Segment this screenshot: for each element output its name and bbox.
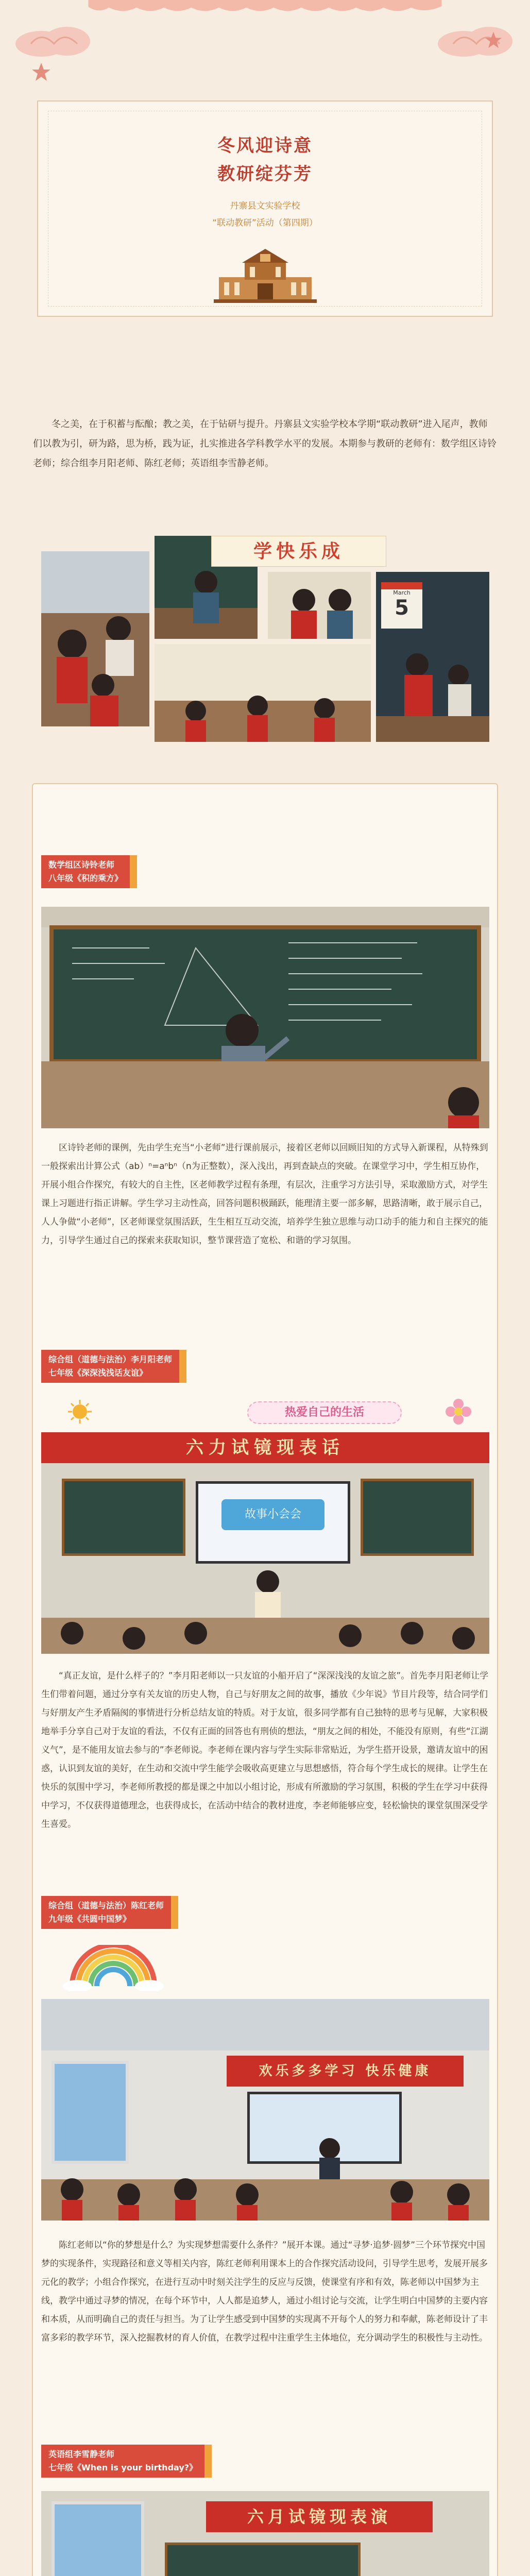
- section-2-banner: 热爱自己的生活: [247, 1401, 402, 1424]
- cloud-right-icon: [417, 21, 520, 62]
- classroom-photo-3: [155, 644, 371, 742]
- school-name: 丹寨县文实验学校: [230, 201, 300, 211]
- calendar-month: March: [393, 589, 411, 596]
- section-2-board-title: 六力试镜现表话: [41, 1432, 489, 1463]
- cloud-left-icon: [10, 21, 113, 62]
- section-3-tag: [41, 1896, 171, 1929]
- classroom-photo-5: [376, 572, 489, 742]
- header: [0, 0, 530, 361]
- blackboard-left: [62, 1479, 185, 1556]
- section-4-board-title: 六月试镜现表演: [206, 2501, 433, 2532]
- section-1-teacher: 数学组区诗铃老师: [48, 860, 115, 870]
- section-4-teacher: 英语组李雪静老师: [48, 2449, 115, 2459]
- section-4-photo: [41, 2491, 489, 2576]
- ceiling: [41, 1999, 489, 2050]
- slide-title: 故事小会会: [221, 1499, 324, 1530]
- section-3-text: 陈红老师以“你的梦想是什么？为实现梦想需要什么条件？”展开本课。通过“寻梦·追梦·圆梦”三个环节探究中国梦的实现条件，实现路径和意义等相关内容，陈红老师利用课本上的合作探究活动设问，引导学生思考，发展开展多元化的教学；小组合作探究，在进行互动中时刻关注学生的反应与反馈，使课堂有序和有效，陈老师以中国梦为主线，教学中通过寻梦的情况，在每个环节中，人人都是追梦人，通过小组讨论与交流，让学生明白中国梦的主要内容和本质，从而明确自己的责任与担当。为了让学生感受到中国梦的实现离不开每个人的努力和奉献，陈老师设计了丰富多彩的教学环节，深入挖掘教材的育人价值，在教学过程中注重学生主体地位，充分调动学生的积极性与主动性。: [41, 2240, 488, 2343]
- intro-paragraph: 冬之美，在于积蓄与酝酿；教之美，在于钻研与提升。丹寨县文实验学校本学期“联动教研”进入尾声，教师们以教为引，研为路，思为桥，践为证，扎实推进各学科教学水平的发展。本期参与教研的老师有：数学组区诗铃老师；综合组李月阳老师、陈红老师；英语组李雪静老师。: [33, 419, 497, 469]
- star-icon: [31, 62, 52, 82]
- section-2-text: “真正友谊，是什么样子的？”李月阳老师以一只友谊的小船开启了“深深浅浅的友谊之旅”。首先李月阳老师让学生们带着问题，通过分享有关友谊的历史人物，自己与好朋友之间的故事，播放《少年说》节目片段等，结合同学们与好朋友产生矛盾隔阂的事情进行分析总结友谊的特质。对于友谊，很多同学都有自己独特的思考与见解，大家积极地举手分享自己对于友谊的看法，不仅有正面的回答也有刑侦的想法，“朋友之间的相处，不能没有原则，有些“江湖义气”，是不能用友谊去参与的”李老师说。李老师在课内容与学生实际非常贴近，为学生搭开设景，邀请友谊中的困惑，认识到友谊的美好，在生动和交流中学生能学会吸收高更建立与思想感悟，符合每个学生成长的规律。让学生在快乐的氛围中学习，李老师所教授的都是课之中加以小组讨论，形成有所激励的学习氛围，积极的学生在学习中获得中学习，不仅获得道德理念，也获得成长，在活动中结合的教材进度，李老师能够应变，轻松愉快的课堂氛围深受学生喜爱。: [41, 1671, 489, 1829]
- section-1-text: 区诗铃老师的课例，先由学生充当“小老师”进行课前展示，接着区老师以回顾旧知的方式导入新课程，从特殊到一般探索出计算公式（ab）ⁿ=aⁿbⁿ（n为正整数），深入浅出，再到查缺点的突破。在课堂学习中，学生相互协作，开展小组合作探究，有较大的自主性，区老师教学过程有条理，有层次，注重学习方法引导，采取激励方式，对学生课上习题进行指正讲解。学生学习主动性高，回答问题积极踊跃，能理清主要一部多解，思路清晰，敢于展示自己，人人争做“小老师”，区老师课堂氛围活跃，生生相互互动交流，培养学生独立思维与动口动手的能力和自主探究的能力，引导学生通过自己的探索来获取知识，整节课营造了宽松、和谐的学习氛围。: [41, 1143, 488, 1246]
- section-3-photo: [41, 1999, 489, 2221]
- students-scene: [41, 2133, 489, 2221]
- calendar-icon: [381, 582, 422, 629]
- rainbow-icon: [62, 1945, 165, 1991]
- students-scene: [41, 1556, 489, 1654]
- classroom-photo-1: [41, 551, 149, 726]
- section-1-tag: [41, 855, 130, 888]
- section-3-lesson: 九年级《共圆中国梦》: [48, 1914, 131, 1924]
- school-building-icon: [214, 246, 317, 303]
- section-2-photo: [41, 1432, 489, 1654]
- collage-banner-text: 学快乐成: [253, 541, 344, 562]
- section-4-tag: [41, 2445, 204, 2478]
- section-2-teacher: 综合组（道德与法治）李月阳老师: [48, 1354, 173, 1364]
- section-3-board-title: 欢乐多多学习 快乐健康: [227, 2056, 464, 2087]
- window: [52, 2501, 144, 2576]
- section-4-lesson: 七年级《When is your birthday?》: [48, 2463, 198, 2472]
- star-icon: [484, 31, 503, 49]
- calendar-day: 5: [395, 596, 409, 620]
- section-3-teacher: 综合组（道德与法治）陈红老师: [48, 1901, 164, 1910]
- activity-name: “联动教研”活动（第四期）: [212, 218, 318, 228]
- page-title-line-2: 教研绽芬芳: [217, 164, 313, 184]
- section-1-lesson: 八年级《积的乘方》: [48, 873, 123, 883]
- projector-screen: [196, 1481, 350, 1564]
- section-2-tag: [41, 1350, 179, 1383]
- page-title-line-1: 冬风迎诗意: [217, 135, 313, 156]
- sun-icon: [62, 1399, 98, 1425]
- section-1-photo: [41, 907, 489, 1128]
- classroom-photo-4: [268, 572, 371, 639]
- classroom-scene: [376, 634, 489, 742]
- collage-banner: [211, 536, 386, 567]
- photo-collage: [41, 536, 489, 742]
- section-2-lesson: 七年级《深深浅浅话友谊》: [48, 1368, 148, 1378]
- blackboard-right: [361, 1479, 474, 1556]
- top-cloud-decoration: [0, 0, 530, 21]
- flower-icon: [443, 1396, 474, 1427]
- blackboard: [165, 2543, 361, 2576]
